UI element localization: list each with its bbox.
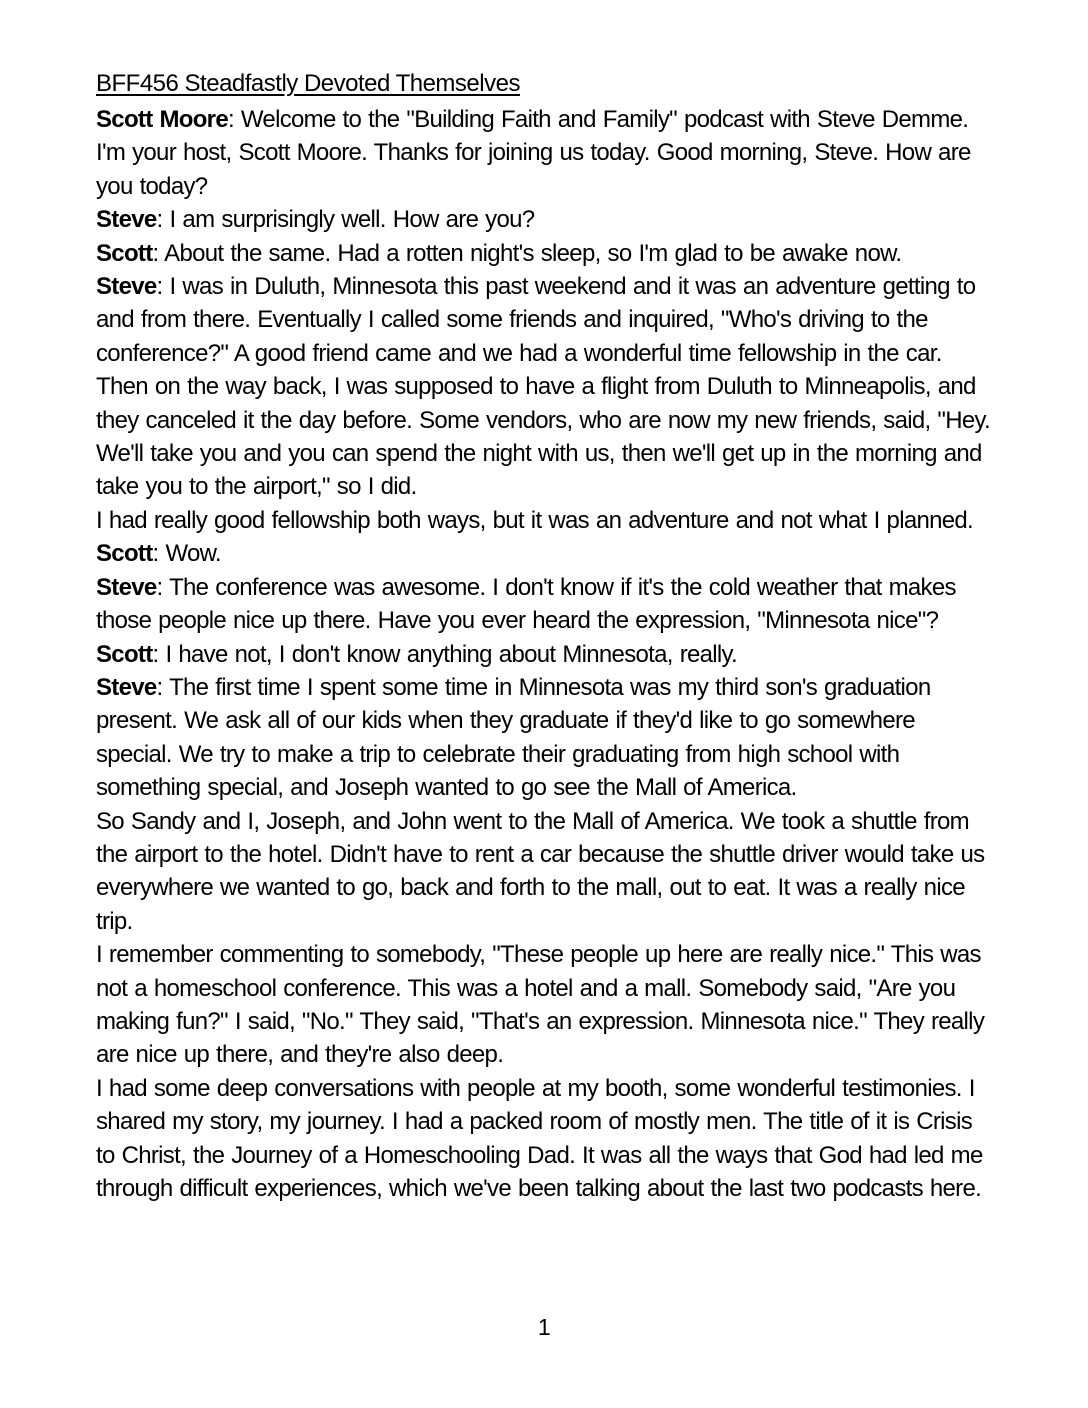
transcript-paragraph: Scott: About the same. Had a rotten night's sleep, so I'm glad to be awake now. [96, 239, 902, 267]
transcript-paragraph [96, 370, 993, 504]
transcript-paragraph [96, 805, 993, 939]
paragraph-text: I am surprisingly well. How are you? [169, 206, 535, 234]
paragraph-text: I had some deep conversations with people at my booth, some wonderful testimonies. I shared my story, my journey. I had a packed room of mostly men. The title of it is Crisis to Christ, the Journey of a Homeschooling Dad. It was all the ways that God had led me through difficult experiences, which we've been talking about the last two podcasts here. [96, 1074, 983, 1202]
transcript-paragraph [96, 1072, 993, 1206]
transcript-paragraph: Steve: I was in Duluth, Minnesota this past weekend and it was an adventure getting to and from there. Eventually I called some friends and inquired, "Who's driving to the conference?" A good friend came and we had a wonderful time fellowship in the car. [96, 273, 976, 367]
paragraph-text: Wow. [165, 540, 221, 568]
paragraph-text: So Sandy and I, Joseph, and John went to the Mall of America. We took a shuttle from the airport to the hotel. Didn't have to rent a car because the shuttle driver would take us everywhere we wanted to go, back and forth to the mall, out to eat. It was a really nice trip. [96, 807, 985, 935]
transcript-paragraph: Steve: The first time I spent some time in Minnesota was my third son's graduation present. We ask all of our kids when they graduate if they'd like to go somewhere special. We try to make a trip to celebrate their graduating from high school with something special, and Joseph wanted to go see the Mall of America. [96, 673, 931, 802]
document-page [96, 67, 993, 1205]
transcript [96, 103, 993, 1205]
paragraph-text: I remember commenting to somebody, "These people up here are really nice." This was not a homeschool conference. This was a hotel and a mall. Somebody said, "Are you making fun?" I said, "No." They said, "That's an expression. Minnesota nice." They really are nice up there, and they're also deep. [96, 941, 985, 1069]
paragraph-text: I had really good fellowship both ways, but it was an adventure and not what I planned. [96, 506, 974, 534]
transcript-paragraph [96, 938, 993, 1072]
speaker-name: Steve [96, 206, 157, 234]
speaker-name: Scott [96, 239, 153, 267]
transcript-paragraph: Steve: The conference was awesome. I don't know if it's the cold weather that makes those people nice up there. Have you ever heard the expression, "Minnesota nice"? [96, 573, 956, 635]
transcript-paragraph: Steve: I am surprisingly well. How are you? [96, 206, 535, 234]
speaker-name: Steve [96, 573, 157, 601]
paragraph-text: I have not, I don't know anything about Minnesota, really. [165, 640, 738, 668]
speaker-name: Steve [96, 673, 157, 701]
paragraph-text: Then on the way back, I was supposed to have a flight from Duluth to Minneapolis, and they canceled it the day before. Some vendors, who are now my new friends, said, "Hey. We'll take you and you can spend the night with us, then we'll get up in the morning and take you to the airport," so I did. [96, 373, 991, 501]
transcript-paragraph: Scott: Wow. [96, 540, 221, 568]
transcript-paragraph: Scott Moore: Welcome to the "Building Faith and Family" podcast with Steve Demme. I'm your host, Scott Moore. Thanks for joining us today. Good morning, Steve. How are you today? [96, 106, 971, 200]
page-number: 1 [537, 1314, 551, 1340]
speaker-name: Scott Moore [96, 106, 228, 133]
page-title: BFF456 Steadfastly Devoted Themselves [96, 70, 520, 97]
paragraph-text: The conference was awesome. I don't know if it's the cold weather that makes those people nice up there. Have you ever heard the expression, "Minnesota nice"? [96, 573, 956, 635]
speaker-name: Scott [96, 540, 153, 568]
speaker-name: Scott [96, 640, 153, 668]
transcript-paragraph [96, 504, 993, 537]
transcript-paragraph: Scott: I have not, I don't know anything about Minnesota, really. [96, 640, 738, 668]
paragraph-text: Welcome to the "Building Faith and Family" podcast with Steve Demme. I'm your host, Scott Moore. Thanks for joining us today. Good morning, Steve. How are you today? [96, 106, 971, 200]
paragraph-text: About the same. Had a rotten night's sleep, so I'm glad to be awake now. [164, 239, 902, 267]
paragraph-text: I was in Duluth, Minnesota this past weekend and it was an adventure getting to and from there. Eventually I called some friends and inquired, "Who's driving to the conference?" A good friend came and we had a wonderful time fellowship in the car. [96, 273, 976, 367]
speaker-name: Steve [96, 273, 157, 301]
paragraph-text: The first time I spent some time in Minnesota was my third son's graduation present. We ask all of our kids when they graduate if they'd like to go somewhere special. We try to make a trip to celebrate their graduating from high school with something special, and Joseph wanted to go see the Mall of America. [96, 673, 931, 802]
